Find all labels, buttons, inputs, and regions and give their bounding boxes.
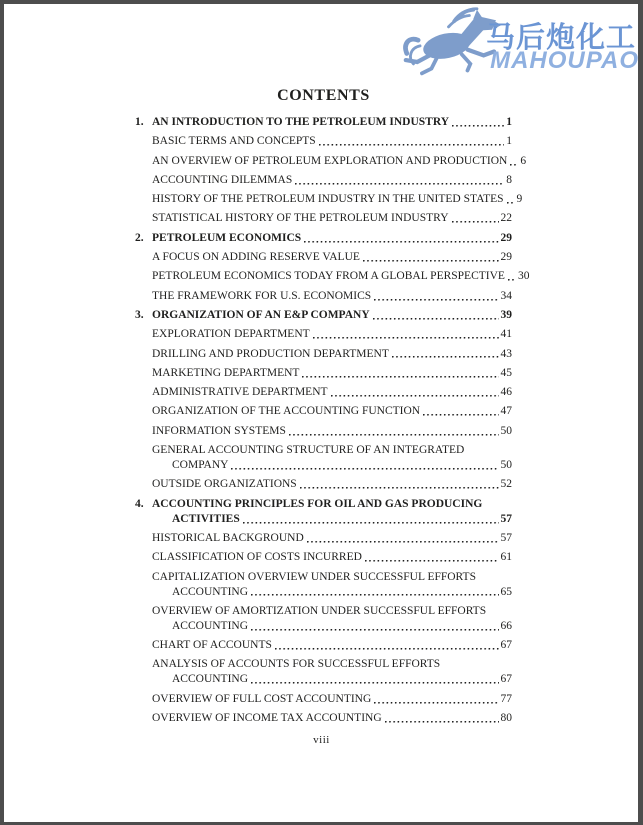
toc-entry-line1 <box>135 309 512 321</box>
folio-page-number: viii <box>313 734 330 746</box>
toc-page-number: 45 <box>500 366 512 379</box>
dot-leader <box>319 144 505 146</box>
toc-entry-line1 <box>135 605 512 617</box>
dot-leader <box>307 541 499 543</box>
toc-entry-label: HISTORY OF THE PETROLEUM INDUSTRY IN THE UNITED STATES <box>152 193 504 206</box>
toc-entry-label: INFORMATION SYSTEMS <box>152 424 286 437</box>
toc-page-number: 6 <box>520 154 527 167</box>
toc-entry-label: ORGANIZATION OF THE ACCOUNTING FUNCTION <box>152 405 421 418</box>
toc-page-number: 8 <box>506 173 512 186</box>
toc-entry-label: OVERVIEW OF AMORTIZATION UNDER SUCCESSFUL EFFORTS <box>152 604 487 617</box>
toc-entry-line1 <box>135 658 512 670</box>
toc-page-number: 22 <box>500 212 512 225</box>
toc-entry-label: AN OVERVIEW OF PETROLEUM EXPLORATION AND PRODUCTION <box>152 154 508 167</box>
toc-page-number: 65 <box>500 585 512 598</box>
toc-entry-line1 <box>135 712 512 724</box>
toc-entry-line1 <box>135 116 512 128</box>
toc-entry-line1 <box>135 154 527 167</box>
chapter-number: 4. <box>135 497 144 510</box>
dot-leader <box>374 299 498 301</box>
toc-entry <box>135 193 523 206</box>
toc-page-number: 1 <box>506 135 512 148</box>
toc-entry-label: AN INTRODUCTION TO THE PETROLEUM INDUSTRY <box>152 116 450 128</box>
chapter-number: 3. <box>135 308 144 321</box>
toc-page-number: 50 <box>500 459 512 472</box>
dot-leader <box>452 125 504 127</box>
dot-leader <box>374 702 498 704</box>
dot-leader <box>251 594 498 596</box>
toc-entry-label: THE FRAMEWORK FOR U.S. ECONOMICS <box>152 289 372 302</box>
toc-entry-line2 <box>135 513 512 525</box>
toc-page-number: 1 <box>506 116 512 128</box>
dot-leader <box>275 648 499 650</box>
toc-page-number: 29 <box>500 231 512 244</box>
toc-entry-label: CLASSIFICATION OF COSTS INCURRED <box>152 551 362 564</box>
toc-entry <box>135 212 512 224</box>
toc-entry-line2 <box>135 586 512 598</box>
toc-entry-label: ACCOUNTING PRINCIPLES FOR OIL AND GAS PRODUCING <box>152 497 483 510</box>
toc-entry <box>135 693 512 705</box>
toc-entry-line1 <box>135 639 512 651</box>
dot-leader <box>363 260 499 262</box>
table-of-contents <box>135 116 530 731</box>
toc-entry-line1 <box>135 135 512 147</box>
toc-entry <box>135 290 512 302</box>
toc-entry-line1 <box>135 444 512 456</box>
toc-page-number: 34 <box>500 289 512 302</box>
toc-page-number: 43 <box>500 347 512 360</box>
toc-entry-label: ADMINISTRATIVE DEPARTMENT <box>152 386 328 399</box>
toc-entry <box>135 309 512 321</box>
dot-leader <box>313 337 499 339</box>
toc-entry <box>135 270 530 283</box>
toc-entry-label: EXPLORATION DEPARTMENT <box>152 328 310 341</box>
toc-entry-line2 <box>135 459 512 471</box>
toc-page-number: 67 <box>500 639 512 652</box>
dot-leader <box>392 356 499 358</box>
dot-leader <box>231 468 498 470</box>
toc-entry-label: DRILLING AND PRODUCTION DEPARTMENT <box>152 347 389 360</box>
toc-entry <box>135 348 512 360</box>
toc-page-number: 57 <box>500 531 512 544</box>
toc-page-number: 46 <box>500 386 512 399</box>
toc-entry <box>135 712 512 724</box>
toc-entry-line2 <box>135 620 512 632</box>
toc-entry-label: ANALYSIS OF ACCOUNTS FOR SUCCESSFUL EFFORTS <box>152 658 441 671</box>
toc-entry <box>135 658 512 685</box>
toc-page-number: 41 <box>500 328 512 341</box>
toc-page-number: 61 <box>500 551 512 564</box>
toc-entry-line1 <box>135 174 512 186</box>
toc-entry <box>135 154 527 167</box>
toc-entry <box>135 328 512 340</box>
toc-entry-line1 <box>135 498 512 510</box>
toc-entry-line1 <box>135 232 512 244</box>
toc-entry <box>135 367 512 379</box>
toc-entry-label-cont: ACCOUNTING <box>172 585 249 598</box>
toc-entry-line1 <box>135 212 512 224</box>
toc-entry <box>135 498 512 525</box>
chapter-number: 1. <box>135 116 144 128</box>
toc-entry-label: BASIC TERMS AND CONCEPTS <box>152 135 316 148</box>
toc-entry-label: ACCOUNTING DILEMMAS <box>152 173 293 186</box>
toc-entry-label: STATISTICAL HISTORY OF THE PETROLEUM INDUSTRY <box>152 212 449 225</box>
toc-entry <box>135 405 512 417</box>
toc-page-number: 9 <box>516 193 523 206</box>
dot-leader <box>510 164 518 166</box>
dot-leader <box>508 279 516 281</box>
toc-entry-line1 <box>135 251 512 263</box>
toc-page-number: 57 <box>500 512 512 525</box>
toc-entry-line1 <box>135 693 512 705</box>
dot-leader <box>295 183 504 185</box>
toc-entry <box>135 639 512 651</box>
toc-entry-line1 <box>135 290 512 302</box>
dot-leader <box>300 487 499 489</box>
toc-page-number: 77 <box>500 692 512 705</box>
toc-entry <box>135 251 512 263</box>
toc-entry-line1 <box>135 367 512 379</box>
toc-entry-label: ORGANIZATION OF AN E&P COMPANY <box>152 308 370 321</box>
toc-entry-label: OUTSIDE ORGANIZATIONS <box>152 478 297 491</box>
page-title: CONTENTS <box>277 87 370 104</box>
toc-entry-line1 <box>135 328 512 340</box>
toc-entry-line1 <box>135 425 512 437</box>
toc-entry-line2 <box>135 673 512 685</box>
dot-leader <box>331 395 499 397</box>
toc-entry-line1 <box>135 478 512 490</box>
toc-page-number: 52 <box>500 478 512 491</box>
toc-entry-line1 <box>135 386 512 398</box>
toc-entry-line1 <box>135 270 530 283</box>
toc-page-number: 50 <box>500 424 512 437</box>
toc-entry <box>135 551 512 563</box>
toc-entry-label: HISTORICAL BACKGROUND <box>152 531 304 544</box>
toc-entry-line1 <box>135 551 512 563</box>
dot-leader <box>365 560 499 562</box>
logo-chinese-text: 马后炮化工 <box>485 22 636 54</box>
toc-page-number: 30 <box>517 270 530 283</box>
toc-entry <box>135 605 512 632</box>
toc-page-number: 80 <box>500 712 512 725</box>
toc-entry-label: CHART OF ACCOUNTS <box>152 639 272 652</box>
toc-entry <box>135 386 512 398</box>
dot-leader <box>452 221 499 223</box>
toc-entry-line1 <box>135 571 512 583</box>
toc-entry-label: GENERAL ACCOUNTING STRUCTURE OF AN INTEGRATED <box>152 444 465 457</box>
watermark-logo <box>389 4 639 84</box>
toc-entry-line1 <box>135 348 512 360</box>
dot-leader <box>251 682 498 684</box>
toc-entry-label: OVERVIEW OF INCOME TAX ACCOUNTING <box>152 712 382 725</box>
toc-entry <box>135 444 512 471</box>
toc-page-number: 47 <box>500 405 512 418</box>
dot-leader <box>251 629 498 631</box>
toc-entry-label: PETROLEUM ECONOMICS TODAY FROM A GLOBAL PERSPECTIVE <box>152 270 505 283</box>
toc-entry <box>135 116 512 128</box>
dot-leader <box>423 414 498 416</box>
toc-page-number: 39 <box>500 308 512 321</box>
chapter-number: 2. <box>135 231 144 244</box>
toc-entry-label-cont: ACTIVITIES <box>172 512 240 525</box>
toc-entry-label-cont: COMPANY <box>172 459 229 472</box>
toc-entry <box>135 532 512 544</box>
toc-entry-label: MARKETING DEPARTMENT <box>152 366 300 379</box>
toc-page-number: 29 <box>500 251 512 264</box>
toc-entry <box>135 232 512 244</box>
dot-leader <box>507 202 515 204</box>
dot-leader <box>243 522 499 524</box>
toc-entry-label-cont: ACCOUNTING <box>172 673 249 686</box>
dot-leader <box>289 434 499 436</box>
toc-entry <box>135 174 512 186</box>
toc-entry-label: A FOCUS ON ADDING RESERVE VALUE <box>152 251 360 264</box>
toc-entry-line1 <box>135 532 512 544</box>
toc-entry-label-cont: ACCOUNTING <box>172 619 249 632</box>
toc-entry-label: PETROLEUM ECONOMICS <box>152 231 302 244</box>
toc-entry <box>135 135 512 147</box>
toc-entry-line1 <box>135 193 523 206</box>
toc-page-number: 66 <box>500 619 512 632</box>
dot-leader <box>304 241 498 243</box>
toc-entry-label: CAPITALIZATION OVERVIEW UNDER SUCCESSFUL EFFORTS <box>152 570 476 583</box>
dot-leader <box>385 721 499 723</box>
toc-entry-label: OVERVIEW OF FULL COST ACCOUNTING <box>152 692 372 705</box>
toc-entry <box>135 478 512 490</box>
toc-entry-line1 <box>135 405 512 417</box>
logo-latin-text: MAHOUPAO <box>490 47 639 74</box>
dot-leader <box>302 376 498 378</box>
toc-entry <box>135 571 512 598</box>
toc-page-number: 67 <box>500 673 512 686</box>
toc-entry <box>135 425 512 437</box>
dot-leader <box>373 318 499 320</box>
